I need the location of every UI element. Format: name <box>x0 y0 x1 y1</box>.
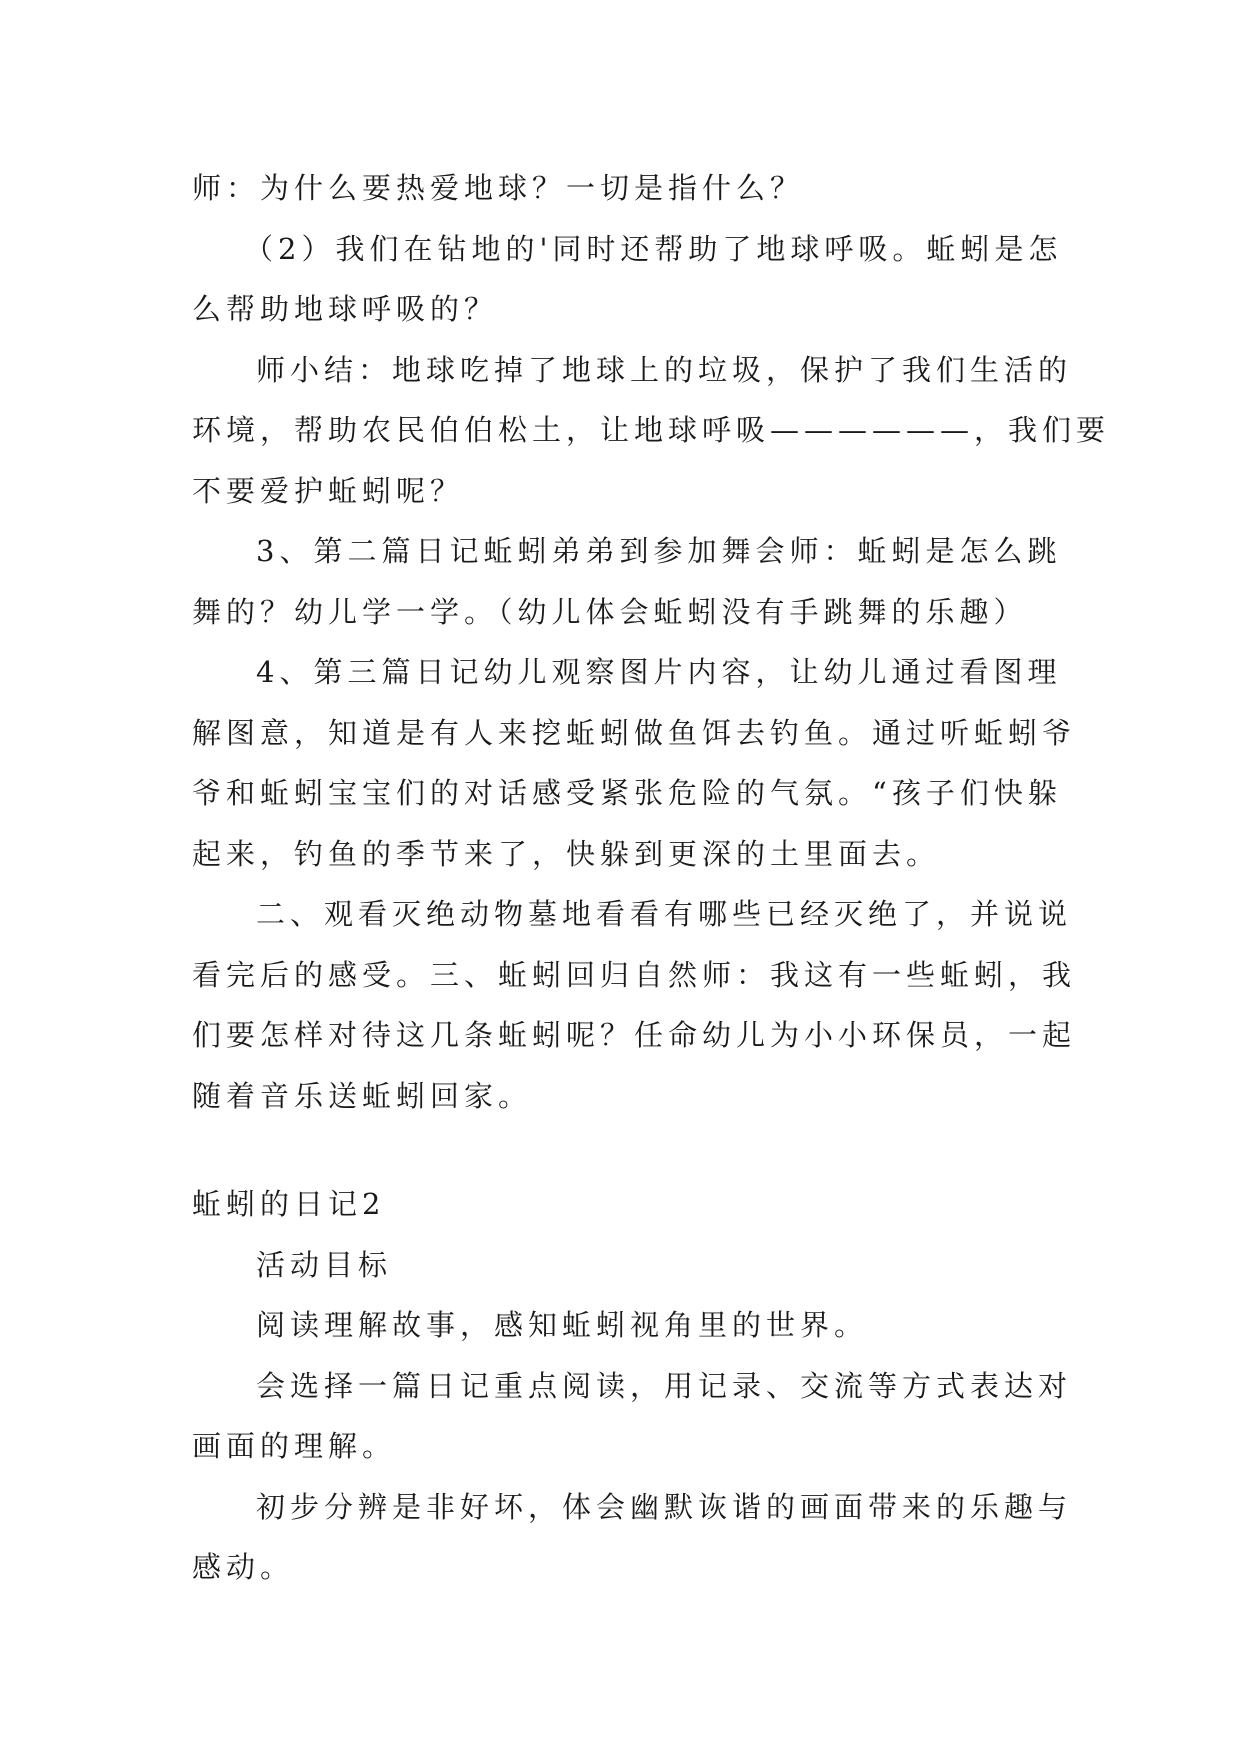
paragraph-line: 不要爱护蚯蚓呢？ <box>192 473 465 508</box>
paragraph-line: 爷和蚯蚓宝宝们的对话感受紧张危险的气氛。“孩子们快躲 <box>192 776 1062 810</box>
paragraph-line: 感动。 <box>192 1550 295 1584</box>
paragraph-line: 初步分辨是非好坏，体会幽默诙谐的画面带来的乐趣与 <box>256 1489 1073 1524</box>
paragraph-line: 活动目标 <box>256 1247 393 1282</box>
paragraph-line: 么帮助地球呼吸的？ <box>192 292 499 326</box>
section-title: 蚯蚓的日记2 <box>192 1187 386 1221</box>
paragraph-line: 舞的？幼儿学一学。（幼儿体会蚯蚓没有手跳舞的乐趣） <box>192 594 1028 629</box>
paragraph-line: 看完后的感受。三、蚯蚓回归自然师：我这有一些蚯蚓，我 <box>192 957 1077 992</box>
paragraph-line: 会选择一篇日记重点阅读，用记录、交流等方式表达对 <box>256 1368 1073 1403</box>
paragraph-line: 4、第三篇日记幼儿观察图片内容，让幼儿通过看图理 <box>256 655 1062 689</box>
paragraph-line: 起来，钓鱼的季节来了，快躲到更深的土里面去。 <box>192 836 941 871</box>
paragraph-line: 二、观看灭绝动物墓地看看有哪些已经灭绝了，并说说 <box>256 897 1073 931</box>
paragraph-line: 阅读理解故事，感知蚯蚓视角里的世界。 <box>256 1308 869 1342</box>
paragraph-line: 3、第二篇日记蚯蚓弟弟到参加舞会师：蚯蚓是怎么跳 <box>256 534 1062 568</box>
section-spacer <box>192 1126 1054 1174</box>
document-body <box>192 158 1111 1598</box>
paragraph-line: 解图意，知道是有人来挖蚯蚓做鱼饵去钓鱼。通过听蚯蚓爷 <box>192 715 1077 750</box>
paragraph-line: 画面的理解。 <box>192 1429 397 1463</box>
paragraph-line: 环境，帮助农民伯伯松土，让地球呼吸——————，我们要 <box>192 413 1111 447</box>
paragraph-line: 师：为什么要热爱地球？一切是指什么？ <box>192 171 805 205</box>
paragraph-line: 们要怎样对待这几条蚯蚓呢？任命幼儿为小小环保员，一起 <box>192 1018 1077 1052</box>
paragraph-line: 随着音乐送蚯蚓回家。 <box>192 1078 533 1113</box>
paragraph-line: 师小结：地球吃掉了地球上的垃圾，保护了我们生活的 <box>256 352 1073 387</box>
paragraph-line: （2）我们在钻地的'同时还帮助了地球呼吸。蚯蚓是怎 <box>244 231 1063 266</box>
